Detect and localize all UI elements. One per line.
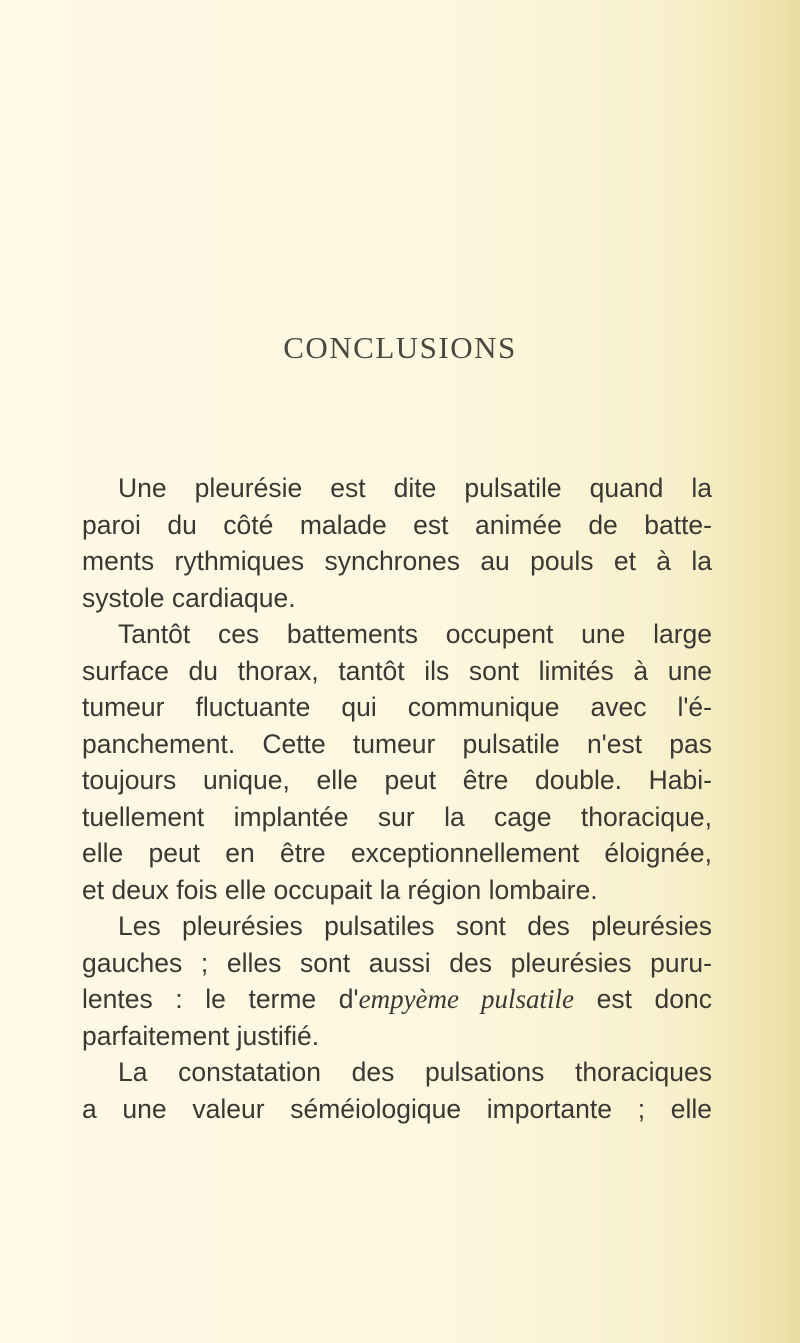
italic-term: empyème pulsatile — [358, 984, 574, 1014]
text-line: elle peut en être exceptionnellement éloignée, — [82, 838, 712, 868]
text-line: tuellement implantée sur la cage thoracique, — [82, 801, 712, 832]
text-line: panchement. Cette tumeur pulsatile n'est pas — [82, 728, 712, 759]
text-line-with-italic — [82, 981, 712, 1018]
text-line: toujours unique, elle peut être double. Habi- — [82, 765, 712, 795]
text-line: parfaitement justifié. — [82, 1020, 320, 1051]
text-line: tumeur fluctuante qui communique avec l'é- — [82, 692, 712, 722]
text-line: Les pleurésies pulsatiles sont des pleurésies — [118, 911, 712, 941]
text-line: et deux fois elle occupait la région lombaire. — [82, 874, 598, 905]
text-segment: est donc — [574, 984, 712, 1014]
text-segment: lentes : le terme d' — [82, 984, 359, 1014]
text-line: Une pleurésie est dite pulsatile quand la — [118, 473, 712, 503]
text-line: surface du thorax, tantôt ils sont limités à une — [82, 655, 712, 686]
text-line: gauches ; elles sont aussi des pleurésies puru- — [82, 947, 712, 978]
text-line: La constatation des pulsations thoraciques — [118, 1057, 712, 1087]
chapter-title: CONCLUSIONS — [283, 330, 517, 365]
text-line: paroi du côté malade est animée de batte- — [82, 509, 712, 540]
text-line: systole cardiaque. — [82, 582, 296, 613]
text-line: ments rythmiques synchrones au pouls et à la — [82, 546, 712, 576]
text-line: Tantôt ces battements occupent une large — [118, 619, 712, 649]
text-line: a une valeur séméiologique importante ; elle — [82, 1093, 712, 1124]
body-text — [82, 470, 712, 1127]
